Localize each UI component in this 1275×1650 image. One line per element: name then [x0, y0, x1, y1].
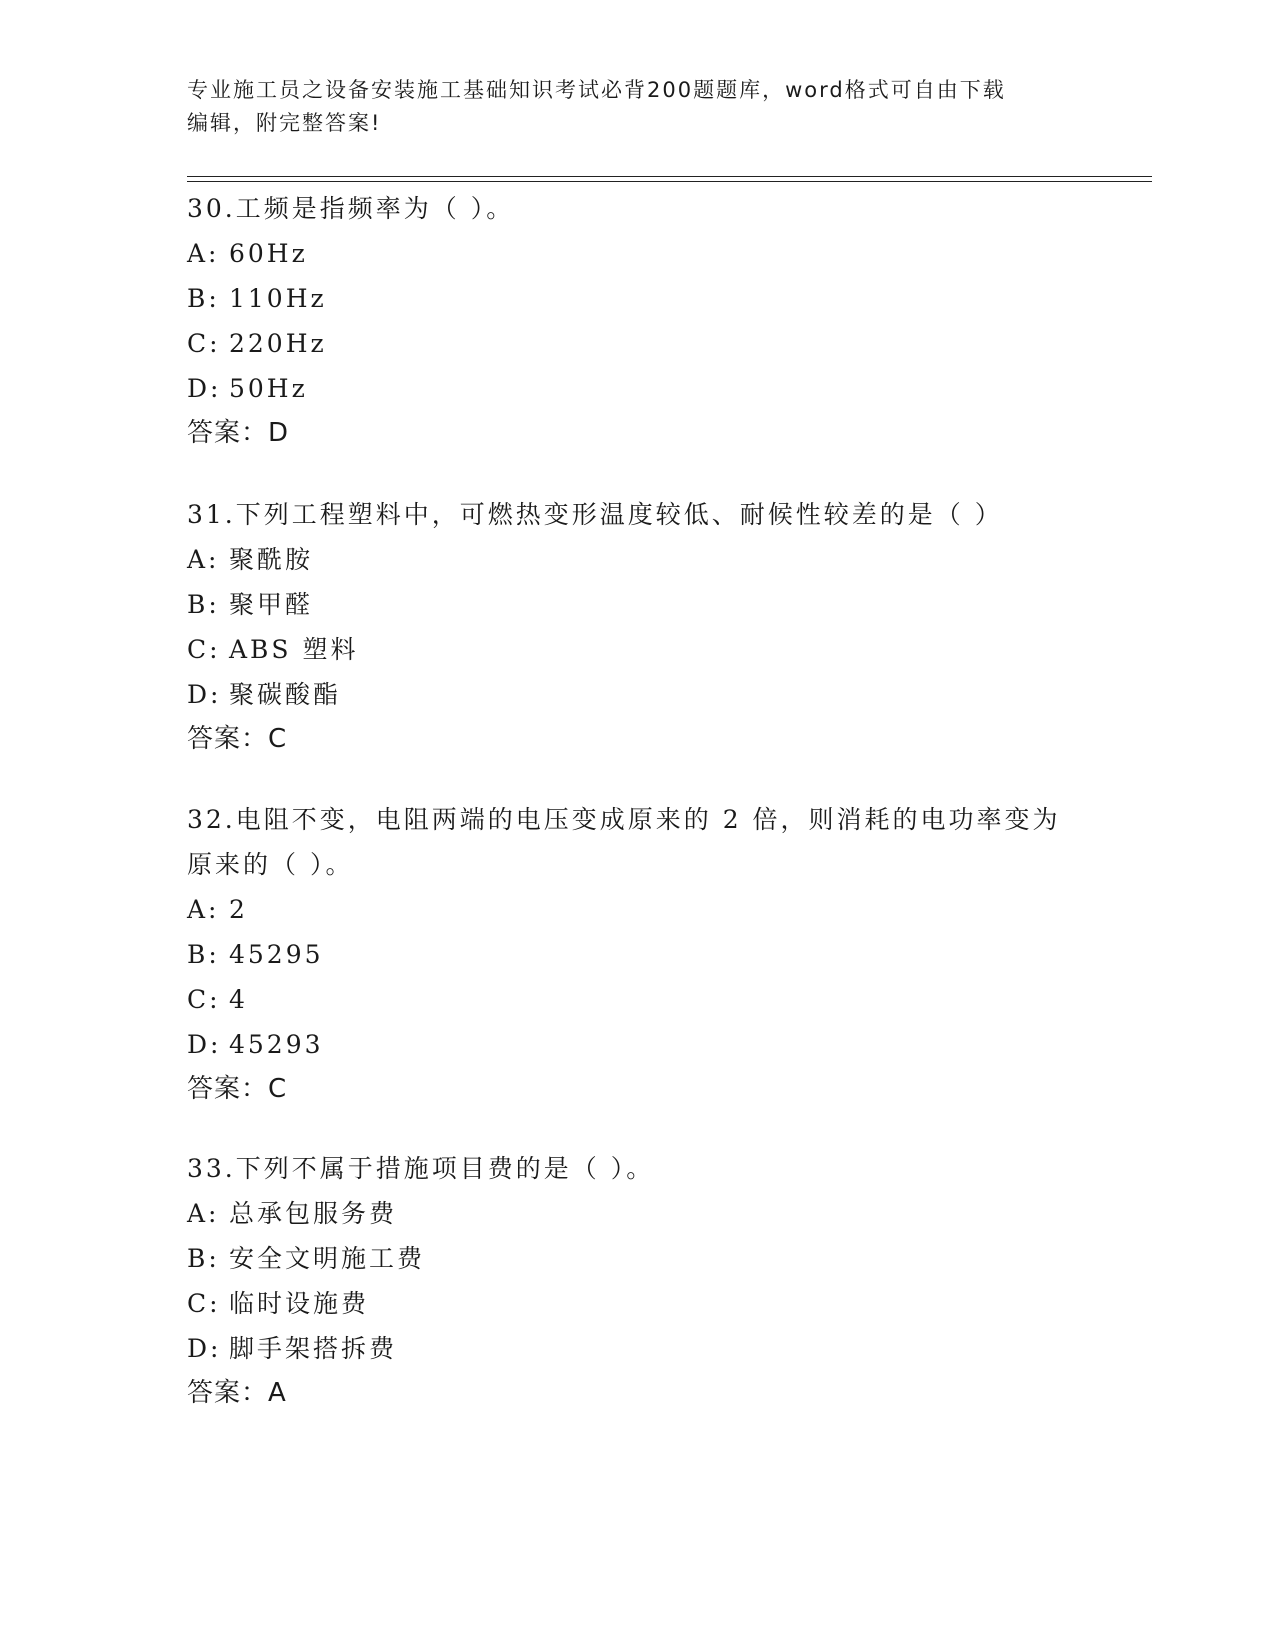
- option-letter: A:: [187, 1199, 220, 1228]
- option-d: [187, 1022, 1117, 1067]
- option-d: [187, 672, 1117, 717]
- option-text: 110Hz: [229, 284, 327, 313]
- option-letter: D:: [187, 680, 222, 709]
- option-text: 50Hz: [229, 374, 308, 403]
- question-31: [187, 492, 1117, 762]
- option-b: [187, 1236, 1117, 1281]
- option-b: [187, 276, 1117, 321]
- question-stem-line-1: 32.电阻不变，电阻两端的电压变成原来的 2 倍，则消耗的电功率变为: [187, 805, 1061, 834]
- question-30: [187, 186, 1117, 456]
- option-text: 60Hz: [229, 239, 308, 268]
- option-letter: C:: [187, 329, 221, 358]
- answer-line: 答案：C: [187, 724, 288, 754]
- header-line-2: 编辑，附完整答案!: [187, 111, 382, 135]
- option-c: [187, 321, 1117, 366]
- option-text: 安全文明施工费: [229, 1244, 426, 1273]
- option-text: 临时设施费: [229, 1289, 370, 1318]
- question-33: [187, 1146, 1117, 1416]
- option-d: [187, 1326, 1117, 1371]
- header-divider-bottom: [187, 181, 1152, 182]
- option-c: [187, 627, 1117, 672]
- option-letter: A:: [187, 239, 220, 268]
- answer-line: 答案：A: [187, 1378, 287, 1408]
- question-32: [187, 797, 1117, 1112]
- document-header: [187, 74, 1087, 140]
- option-letter: B:: [187, 940, 220, 969]
- option-a: [187, 231, 1117, 276]
- question-stem: 30.工频是指频率为（ ）。: [187, 194, 515, 223]
- option-letter: A:: [187, 545, 220, 574]
- option-letter: D:: [187, 374, 222, 403]
- option-letter: B:: [187, 590, 220, 619]
- option-text: 45293: [229, 1030, 324, 1059]
- option-letter: C:: [187, 985, 221, 1014]
- option-b: [187, 582, 1117, 627]
- option-letter: B:: [187, 1244, 220, 1273]
- option-c: [187, 977, 1117, 1022]
- question-stem: 31.下列工程塑料中，可燃热变形温度较低、耐候性较差的是（ ）: [187, 500, 1003, 529]
- option-text: 聚碳酸酯: [229, 680, 342, 709]
- option-text: 聚酰胺: [229, 545, 314, 574]
- question-stem-line-2: 原来的（ ）。: [187, 850, 354, 879]
- option-letter: D:: [187, 1030, 222, 1059]
- header-divider-top: [187, 176, 1152, 177]
- option-b: [187, 932, 1117, 977]
- option-text: 45295: [229, 940, 324, 969]
- answer-line: 答案：C: [187, 1074, 288, 1104]
- option-text: 脚手架搭拆费: [229, 1334, 398, 1363]
- header-line-1: 专业施工员之设备安装施工基础知识考试必背200题题库，word格式可自由下载: [187, 78, 1006, 102]
- option-text: ABS 塑料: [229, 635, 359, 664]
- option-text: 4: [229, 985, 248, 1014]
- option-text: 聚甲醛: [229, 590, 314, 619]
- option-letter: C:: [187, 1289, 221, 1318]
- option-letter: D:: [187, 1334, 222, 1363]
- option-a: [187, 887, 1117, 932]
- option-letter: C:: [187, 635, 221, 664]
- option-text: 220Hz: [229, 329, 327, 358]
- option-a: [187, 1191, 1117, 1236]
- option-text: 总承包服务费: [229, 1199, 398, 1228]
- answer-line: 答案：D: [187, 418, 290, 448]
- option-c: [187, 1281, 1117, 1326]
- question-stem: 33.下列不属于措施项目费的是（ ）。: [187, 1154, 655, 1183]
- option-a: [187, 537, 1117, 582]
- option-letter: B:: [187, 284, 220, 313]
- option-d: [187, 366, 1117, 411]
- option-text: 2: [229, 895, 248, 924]
- option-letter: A:: [187, 895, 220, 924]
